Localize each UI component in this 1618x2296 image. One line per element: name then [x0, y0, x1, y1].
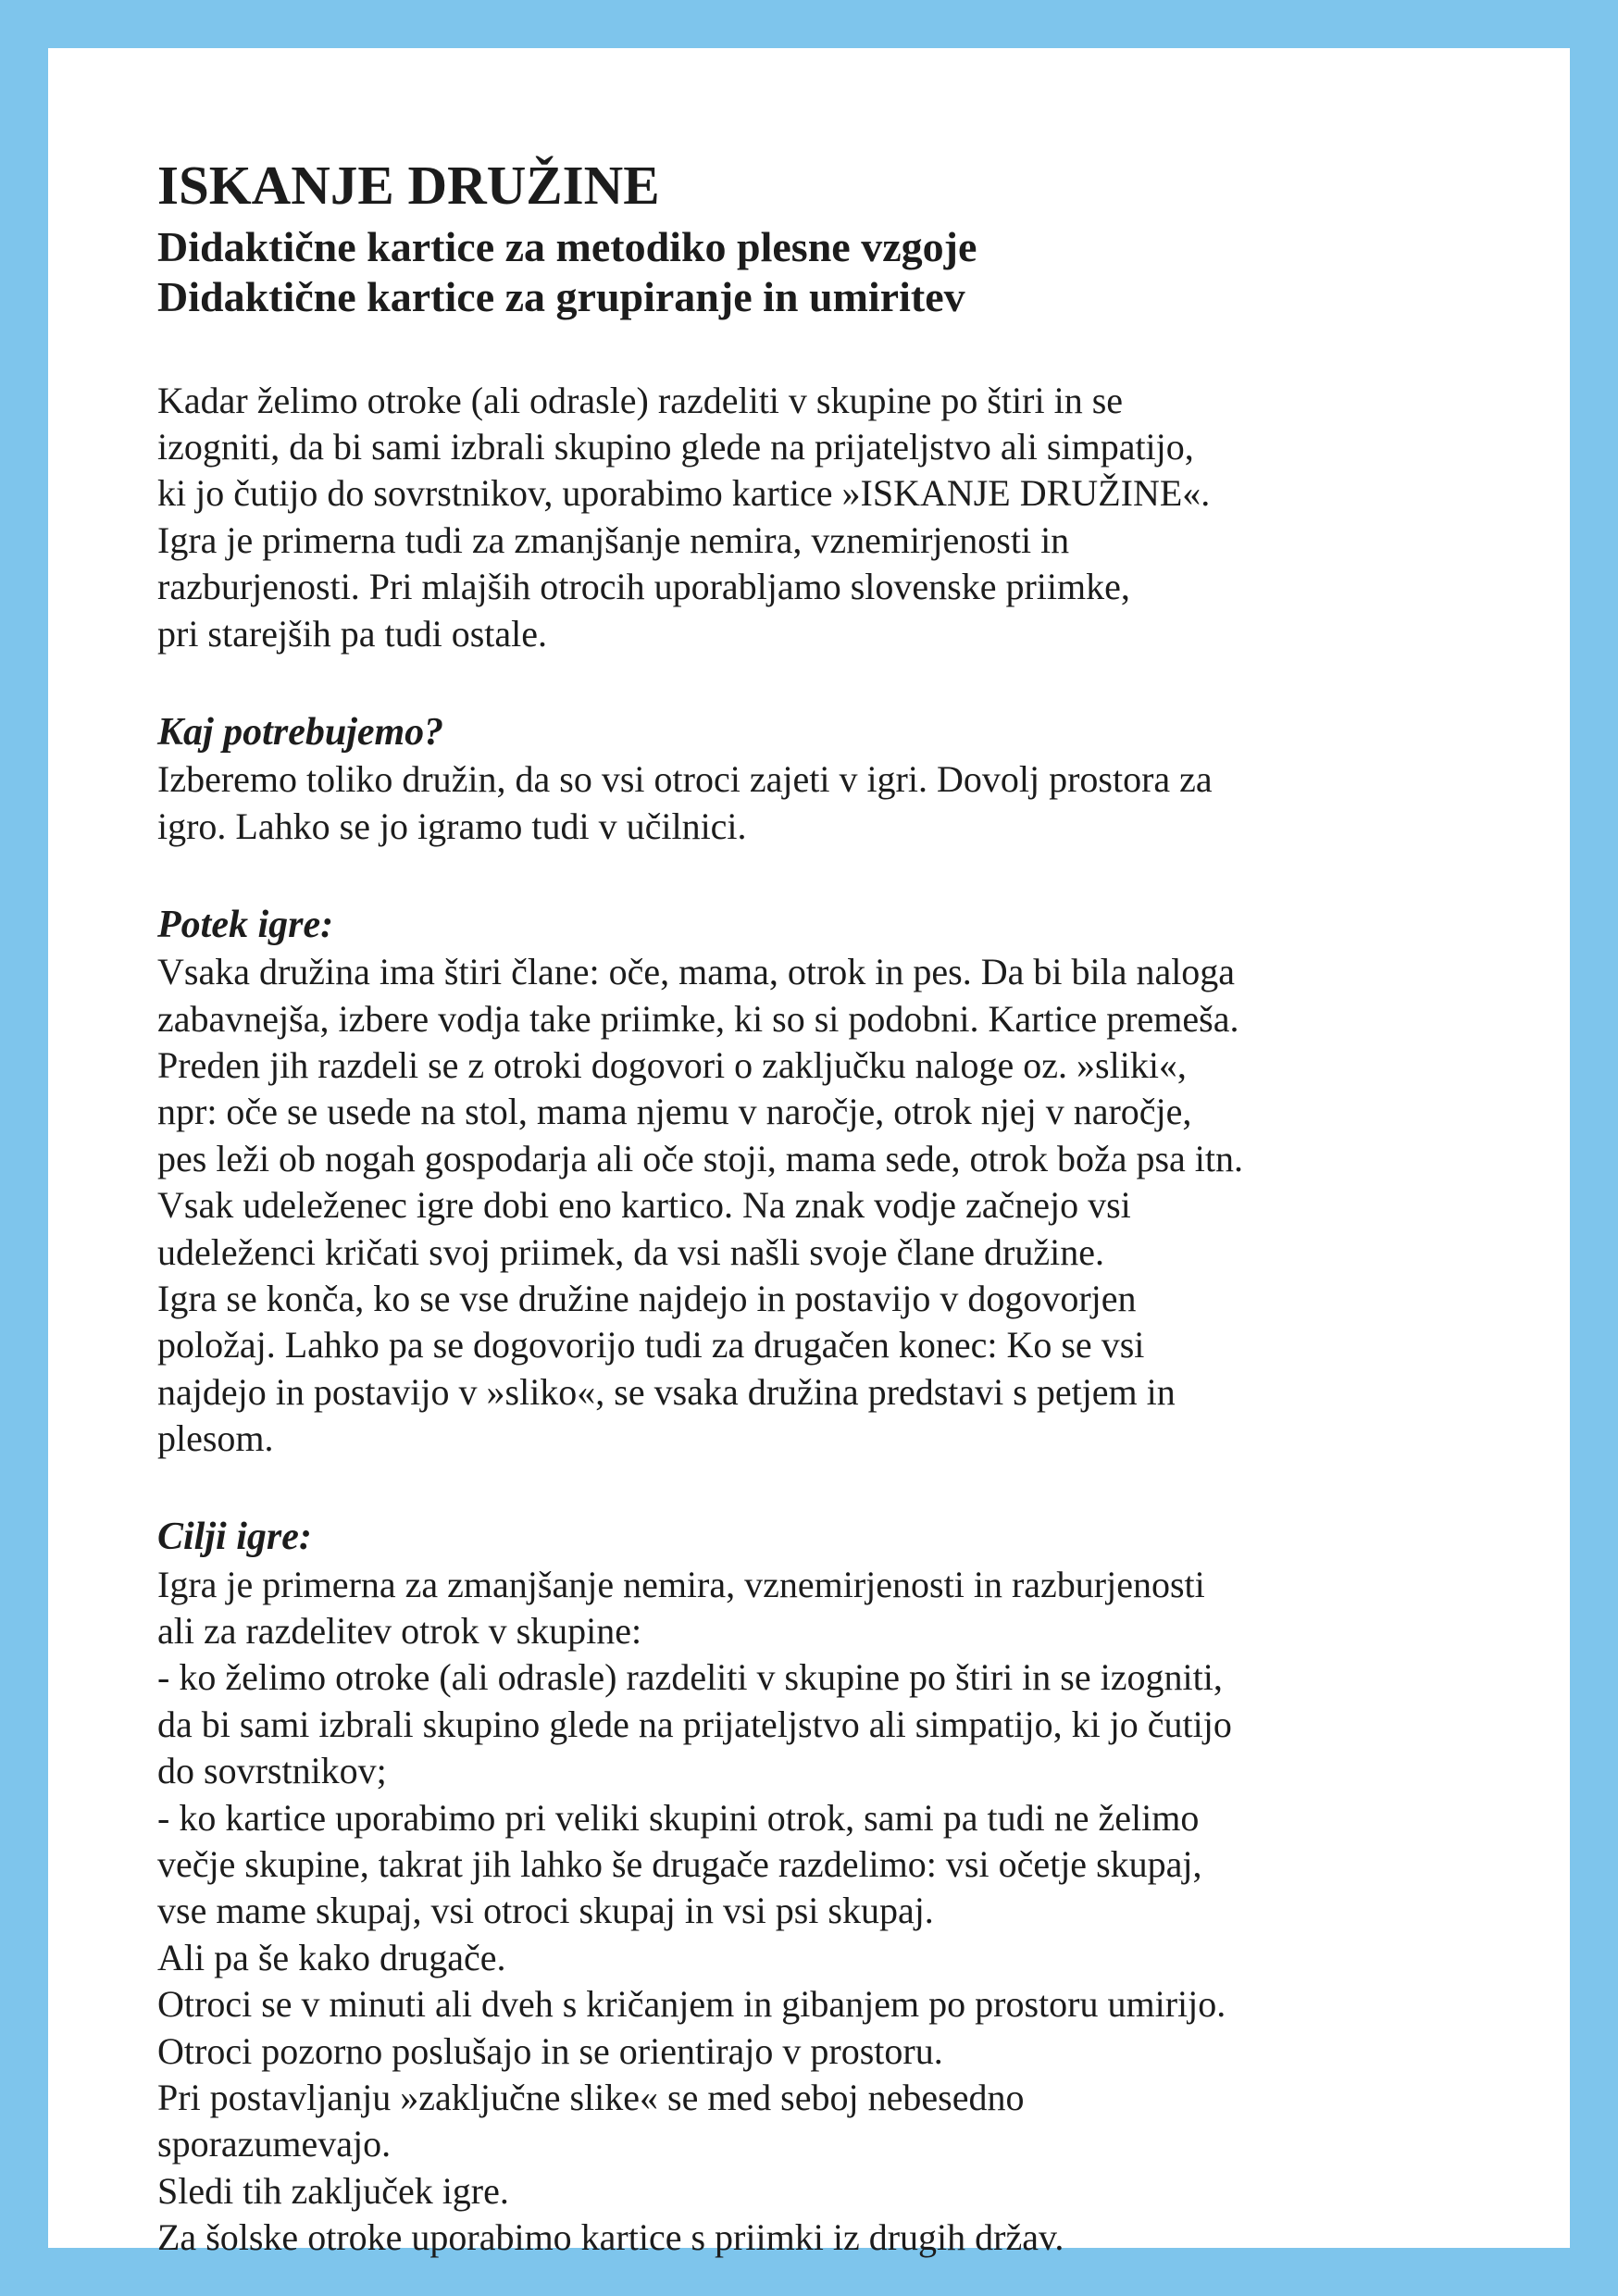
page-subtitle	[157, 222, 1533, 322]
text-line: Vsaka družina ima štiri člane: oče, mama, otrok in pes. Da bi bila naloga	[157, 951, 1236, 993]
text-line: sporazumevajo.	[157, 2123, 392, 2165]
text-line: pes leži ob nogah gospodarja ali oče stoji, mama sede, otrok boža psa itn.	[157, 1137, 1244, 1179]
text-line: vse mame skupaj, vsi otroci skupaj in vsi psi skupaj.	[157, 1890, 934, 1932]
page-title: ISKANJE DRUŽINE	[157, 155, 660, 216]
text-line: ali za razdelitev otrok v skupine:	[157, 1610, 642, 1653]
text-line: plesom.	[157, 1417, 274, 1460]
text-line: Otroci se v minuti ali dveh s kričanjem in gibanjem po prostoru umirijo.	[157, 1983, 1226, 2026]
text-line: ki jo čutijo do sovrstnikov, uporabimo kartice »ISKANJE DRUŽINE«.	[157, 472, 1211, 515]
section-heading: Cilji igre:	[157, 1516, 312, 1559]
text-line: Igra se konča, ko se vse družine najdejo in postavijo v dogovorjen	[157, 1277, 1137, 1319]
text-line: položaj. Lahko pa se dogovorijo tudi za drugačen konec: Ko se vsi	[157, 1324, 1145, 1366]
text-line: Igra je primerna za zmanjšanje nemira, vznemirjenosti in razburjenosti	[157, 1563, 1205, 1605]
text-line: - ko kartice uporabimo pri veliki skupini otrok, sami pa tudi ne želimo	[157, 1796, 1200, 1839]
text-line: igro. Lahko se jo igramo tudi v učilnici.	[157, 805, 747, 847]
section	[157, 709, 1533, 850]
text-line: Izberemo toliko družin, da so vsi otroci zajeti v igri. Dovolj prostora za	[157, 758, 1213, 801]
text-line: Igra je primerna tudi za zmanjšanje nemira, vznemirjenosti in	[157, 518, 1070, 561]
text-line: Otroci pozorno poslušajo in se orientirajo v prostoru.	[157, 2029, 943, 2072]
text-line: Kadar želimo otroke (ali odrasle) razdeliti v skupine po štiri in se	[157, 379, 1124, 421]
text-line: - ko želimo otroke (ali odrasle) razdeliti v skupine po štiri in se izogniti,	[157, 1656, 1223, 1699]
text-line: Za šolske otroke uporabimo kartice s priimki iz drugih držav.	[157, 2216, 1064, 2259]
section	[157, 1514, 1533, 2261]
section	[157, 378, 1533, 657]
text-line: da bi sami izbrali skupino glede na prijateljstvo ali simpatijo, ki jo čutijo	[157, 1703, 1232, 1745]
text-line: zabavnejša, izbere vodja take priimke, ki so si podobni. Kartice premeša.	[157, 997, 1239, 1040]
text-line: najdejo in postavijo v »sliko«, se vsaka družina predstavi s petjem in	[157, 1370, 1176, 1413]
text-line: izogniti, da bi sami izbrali skupino glede na prijateljstvo ali simpatijo,	[157, 425, 1194, 468]
text-line: Sledi tih zaključek igre.	[157, 2169, 509, 2212]
section-heading: Potek igre:	[157, 903, 334, 946]
text-line: Preden jih razdeli se z otroki dogovori o zaključku naloge oz. »sliki«,	[157, 1043, 1187, 1086]
section	[157, 902, 1533, 1463]
text-line: Pri postavljanju »zaključne slike« se med seboj nebesedno	[157, 2076, 1025, 2118]
text-line: udeleženci kričati svoj priimek, da vsi našli svoje člane družine.	[157, 1230, 1104, 1273]
section-heading: Kaj potrebujemo?	[157, 710, 444, 754]
text-line: večje skupine, takrat jih lahko še drugače razdelimo: vsi očetje skupaj,	[157, 1843, 1202, 1886]
text-line: razburjenosti. Pri mlajših otrocih uporabljamo slovenske priimke,	[157, 566, 1130, 608]
text-line: npr: oče se usede na stol, mama njemu v naročje, otrok njej v naročje,	[157, 1091, 1192, 1133]
document-body	[157, 378, 1533, 2262]
subtitle-line: Didaktične kartice za metodiko plesne vzgoje	[157, 222, 977, 270]
text-line: pri starejših pa tudi ostale.	[157, 612, 548, 655]
text-line: Vsak udeleženec igre dobi eno kartico. Na znak vodje začnejo vsi	[157, 1184, 1131, 1227]
text-line: do sovrstnikov;	[157, 1750, 387, 1792]
subtitle-line: Didaktične kartice za grupiranje in umiritev	[157, 272, 965, 320]
text-line: Ali pa še kako drugače.	[157, 1936, 506, 1978]
